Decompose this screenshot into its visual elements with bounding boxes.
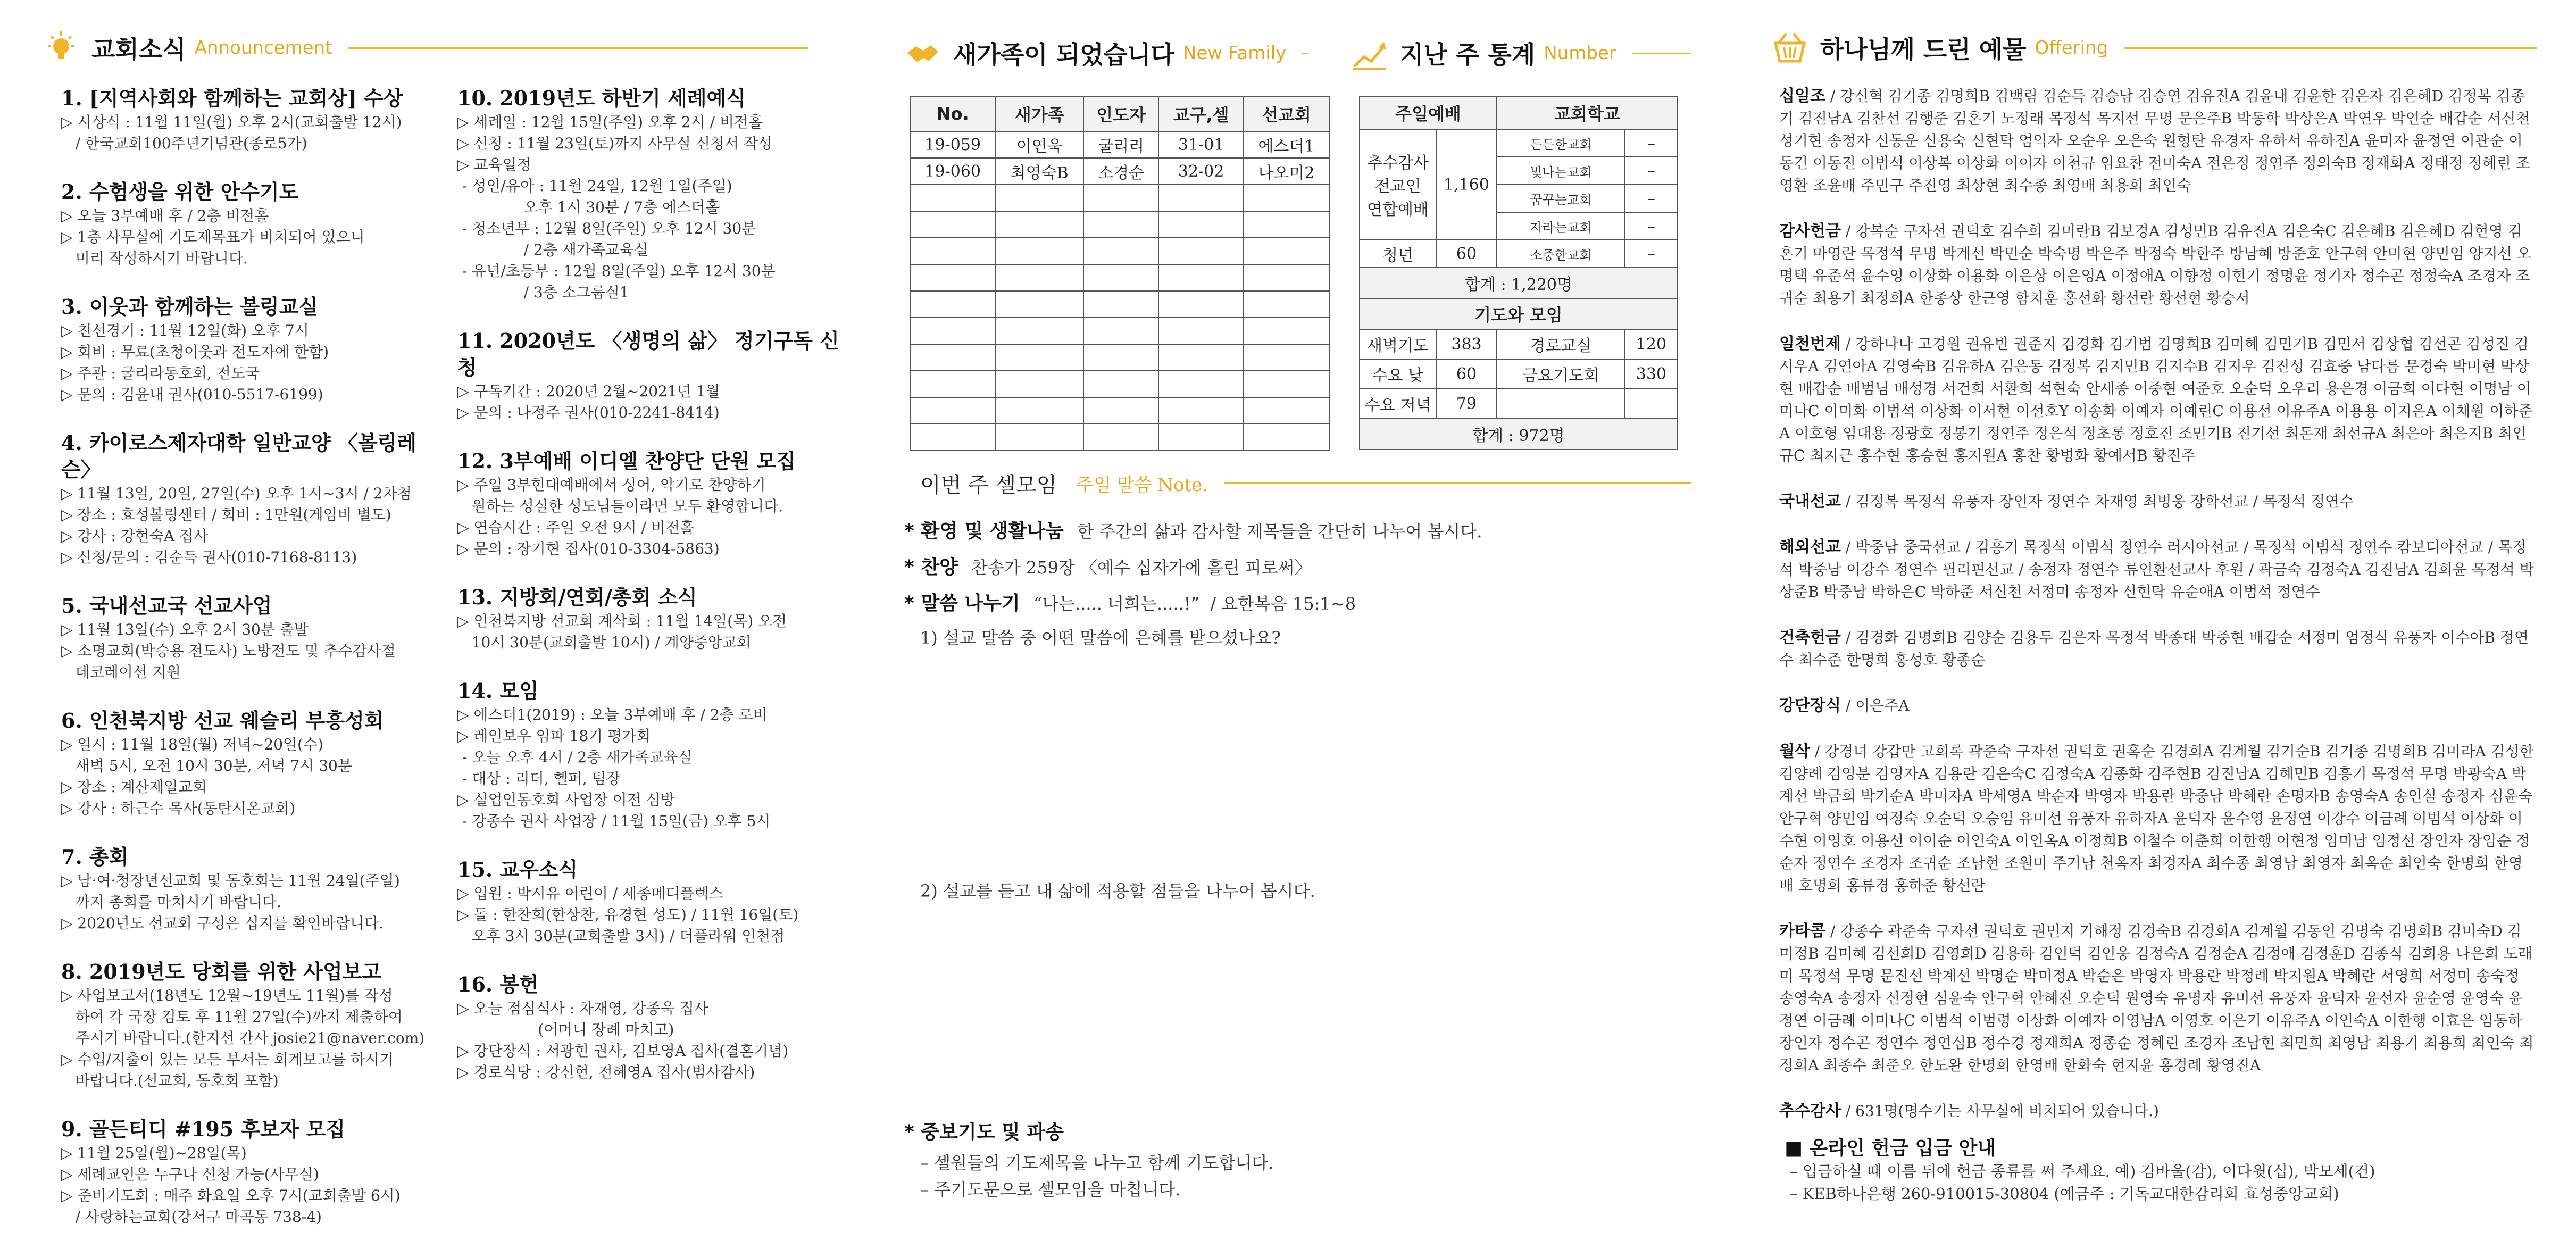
announcement-item-line: ▷ 신청 : 11월 23일(토)까지 사무실 신청서 작성 xyxy=(457,135,773,152)
announcement-item xyxy=(457,328,840,423)
stats-title-en: Number xyxy=(1544,43,1616,64)
header-rule xyxy=(1632,53,1691,54)
table-cell xyxy=(910,318,995,344)
table-cell: 굴리리 xyxy=(1083,131,1159,158)
table-cell xyxy=(1083,238,1159,264)
prayer-count: 330 xyxy=(1625,359,1678,389)
bullet-text: 한 주간의 삶과 감사할 제목들을 간단히 나누어 봅시다. xyxy=(1077,521,1482,542)
table-cell: 최영숙B xyxy=(995,158,1083,185)
announcement-item xyxy=(457,448,840,560)
offering-names: 이은주A xyxy=(1855,697,1910,714)
table-cell xyxy=(1158,344,1243,371)
announcement-item-line: ▷ 주관 : 굴리라동호회, 전도국 xyxy=(61,364,260,382)
stats-header xyxy=(1351,21,1691,85)
table-cell xyxy=(1244,344,1329,371)
table-cell xyxy=(1244,318,1329,344)
offering-block xyxy=(1779,220,2535,310)
school-name: 빛나는교회 xyxy=(1497,157,1625,185)
table-cell xyxy=(1244,291,1329,318)
announcement-item-line: ▷ 레인보우 임파 18기 평가회 xyxy=(457,727,651,745)
announcement-item-line: ▷ 문의 : 장기현 집사(010-3304-5863) xyxy=(457,540,720,557)
table-cell xyxy=(995,264,1083,291)
offering-category: 추수감사 xyxy=(1779,1102,1841,1120)
new-family-title: 새가족이 되었습니다 xyxy=(953,40,1174,69)
prayer-label: * 중보기도 및 파송 xyxy=(904,1121,1064,1143)
school-name: 자라는교회 xyxy=(1497,212,1625,240)
table-cell xyxy=(1244,371,1329,397)
prayer-section xyxy=(904,1117,1702,1203)
prayer-header: 기도와 모임 xyxy=(1360,298,1678,329)
offering-header xyxy=(1771,16,2537,80)
separator: / xyxy=(1840,493,1856,510)
lightbulb-icon xyxy=(43,29,80,66)
offering-category: 십일조 xyxy=(1779,87,1825,105)
table-cell xyxy=(910,424,995,451)
table-cell xyxy=(1083,344,1159,371)
table-header-cell: 새가족 xyxy=(995,96,1083,131)
announcement-item-title: 9. 골든티디 #195 후보자 모집 xyxy=(61,1117,346,1141)
table-cell xyxy=(910,291,995,318)
offering-names: 김경화 김명희B 김양순 김용두 김은자 목정석 박종대 박중현 배갑순 서정미 엄정식 유풍자 이수아B 정연수 최수준 한명희 홍성호 황종순 xyxy=(1779,629,2529,669)
header-rule xyxy=(1302,53,1308,54)
online-offering-info xyxy=(1785,1133,2545,1205)
worship-header: 주일예배 xyxy=(1360,96,1497,129)
announcement-item xyxy=(61,844,444,934)
school-count: – xyxy=(1625,157,1678,185)
offering-title: 하나님께 드린 예물 xyxy=(1820,35,2027,64)
announcement-item-line: ▷ 준비기도회 : 매주 화요일 오후 7시(교회출발 6시) xyxy=(61,1187,401,1204)
header-rule xyxy=(348,47,808,49)
announcement-item-line: 데코레이션 지원 xyxy=(61,663,181,681)
prayer-count: 383 xyxy=(1436,329,1497,359)
announcement-item-line: ▷ 실업인동호회 사업장 이전 심방 xyxy=(457,791,675,809)
prayer-label: 경로교실 xyxy=(1497,329,1625,359)
table-cell xyxy=(1083,264,1159,291)
table-row xyxy=(910,344,1329,371)
table-cell xyxy=(1158,397,1243,424)
online-title: ■ 온라인 헌금 입금 안내 xyxy=(1785,1137,1996,1159)
header-rule xyxy=(1224,482,1691,484)
announcement-item-title: 2. 수험생을 위한 안수기도 xyxy=(61,180,299,204)
table-cell xyxy=(1158,264,1243,291)
youth-count: 60 xyxy=(1436,240,1497,268)
offering-category: 일천번제 xyxy=(1779,335,1841,353)
announcement-item-title: 13. 지방회/연회/총회 소식 xyxy=(457,585,697,609)
announcement-item-line: - 오늘 오후 4시 / 2층 새가족교육실 xyxy=(457,748,693,766)
prayer-label: 새벽기도 xyxy=(1360,329,1436,359)
table-cell xyxy=(1083,424,1159,451)
bullet-text: 찬송가 259장 〈예수 십자가에 흘린 피로써〉 xyxy=(971,557,1312,578)
announcement-item-line: ▷ 연습시간 : 주일 오전 9시 / 비전홀 xyxy=(457,519,695,536)
table-cell xyxy=(1083,371,1159,397)
table-cell xyxy=(1083,291,1159,318)
table-cell xyxy=(995,424,1083,451)
table-cell xyxy=(1244,424,1329,451)
announcement-item-line: - 대상 : 리더, 헬퍼, 팀장 xyxy=(457,770,621,787)
offering-category: 카타콤 xyxy=(1779,922,1825,940)
announcement-item-title: 8. 2019년도 당회를 위한 사업보고 xyxy=(61,960,382,984)
announcement-item-line: ▷ 강사 : 강현숙A 집사 xyxy=(61,527,209,545)
table-cell: 19-059 xyxy=(910,131,995,158)
separator: / xyxy=(1840,1102,1856,1120)
table-cell xyxy=(1158,318,1243,344)
announcement-item-line: - 청소년부 : 12월 8일(주일) 오후 12시 30분 xyxy=(457,220,756,237)
announcement-item xyxy=(61,179,444,269)
table-cell: 이연욱 xyxy=(995,131,1083,158)
new-family-title-en: New Family xyxy=(1182,43,1287,64)
school-count: – xyxy=(1625,185,1678,212)
announcement-item-line: / 한국교회100주년기념관(종로5가) xyxy=(61,135,307,152)
announcement-item-line: 10시 30분(교회출발 10시) / 계양중앙교회 xyxy=(457,634,752,651)
announcement-item-line: ▷ 11월 13일(수) 오후 2시 30분 출발 xyxy=(61,621,309,638)
announcement-item-line: ▷ 인천북지방 선교회 계삭회 : 11월 14일(목) 오전 xyxy=(457,612,787,630)
announcement-item-title: 10. 2019년도 하반기 세례예식 xyxy=(457,86,746,110)
table-cell: 소경순 xyxy=(1083,158,1159,185)
announcement-item-line: - 성인/유아 : 11월 24일, 12월 1일(주일) xyxy=(457,177,732,195)
table-row xyxy=(910,397,1329,424)
offering-block xyxy=(1779,490,2535,513)
table-cell xyxy=(995,371,1083,397)
announcement-item xyxy=(61,294,444,405)
prayer-count: 79 xyxy=(1436,389,1497,419)
offering-names: 강복순 구자선 권덕호 김수희 김미란B 김보경A 김성민B 김유진A 김은숙C 김은혜B 김은혜D 김현영 김혼기 마영란 목정석 무명 박계선 박민순 박숙명 박은주 박정숙 박한주 방남혜 방준호 안구혁 안미현 양민임 양지선 오명택 유준석 윤수영 이상화 이용화 이은상 이은영A 이정애A 이향정 이현기 정명윤 정기자 정수곤 정정숙A 조경자 조귀순 최용기 최정희A 한종상 한근영 함치훈 홍선화 황선란 황선현 황승서 xyxy=(1779,222,2531,307)
separator: / xyxy=(1840,538,1856,556)
announcement-title: 교회소식 xyxy=(91,35,186,64)
cell-bullet xyxy=(904,588,1702,617)
announcement-item-line: ▷ 경로식당 : 강신현, 전혜영A 집사(범사감사) xyxy=(457,1063,755,1081)
table-row xyxy=(910,318,1329,344)
table-cell xyxy=(995,185,1083,211)
service-label: 추수감사 전교인 연합예배 xyxy=(1360,129,1436,240)
offering-category: 월삭 xyxy=(1779,742,1810,761)
announcement-item-line: ▷ 2020년도 선교회 구성은 십지를 확인바랍니다. xyxy=(61,914,384,932)
offering-block xyxy=(1779,536,2535,603)
offering-category: 건축헌금 xyxy=(1779,628,1841,647)
table-cell xyxy=(910,238,995,264)
table-cell xyxy=(995,344,1083,371)
announcement-item xyxy=(61,430,444,568)
announcement-item-title: 4. 카이로스제자대학 일반교양 〈볼링레슨〉 xyxy=(61,431,416,481)
offering-list xyxy=(1779,85,2535,1146)
separator: / xyxy=(1840,697,1856,714)
table-cell: 나오미2 xyxy=(1244,158,1329,185)
announcement-item-line: ▷ 문의 : 나정주 권사(010-2241-8414) xyxy=(457,404,720,421)
announcement-item-line: ▷ 장소 : 계산제일교회 xyxy=(61,778,207,796)
table-cell xyxy=(1244,238,1329,264)
announcement-item-line: 오후 1시 30분 / 7층 에스더홀 xyxy=(457,198,720,216)
announcement-item xyxy=(61,1116,444,1228)
table-row xyxy=(910,371,1329,397)
table-row xyxy=(910,158,1329,185)
handshake-icon xyxy=(904,35,941,72)
table-cell xyxy=(1083,397,1159,424)
bullet-label: * 환영 및 생활나눔 xyxy=(904,520,1064,542)
total-row: 합계 : 1,220명 xyxy=(1360,268,1678,298)
bullet-text: “나는..... 너희는.....!” / 요한복음 15:1~8 xyxy=(1033,594,1356,614)
separator: / xyxy=(1840,629,1856,646)
new-family-table xyxy=(910,96,1330,451)
announcement-item-line: ▷ 장소 : 효성볼링센터 / 회비 : 1만원(게임비 별도) xyxy=(61,506,391,523)
announcement-list-left xyxy=(61,85,444,1252)
table-cell xyxy=(1244,397,1329,424)
table-cell xyxy=(1158,371,1243,397)
announcement-item-line: ▷ 입원 : 박시유 어린이 / 세종메디플렉스 xyxy=(457,885,723,902)
prayer-count xyxy=(1625,389,1678,419)
youth-label: 청년 xyxy=(1360,240,1436,268)
announcement-item-line: 미리 작성하시기 바랍니다. xyxy=(61,249,248,267)
table-row xyxy=(910,185,1329,211)
announcement-item xyxy=(457,971,840,1083)
cell-bullets xyxy=(904,516,1702,651)
announcement-item-line: 새벽 5시, 오전 10시 30분, 저녁 7시 30분 xyxy=(61,757,352,775)
school-header: 교회학교 xyxy=(1497,96,1678,129)
announcement-item-title: 15. 교우소식 xyxy=(457,858,578,881)
online-line: – 입금하실 때 이름 뒤에 헌금 종류를 써 주세요. 예) 김바울(감), 이다윗(십), 박모세(건) xyxy=(1790,1162,2375,1180)
announcement-item-line: ▷ 강사 : 하근수 목사(동탄시온교회) xyxy=(61,800,296,817)
announcement-item-line: 하여 각 국장 검토 후 11월 27일(수)까지 제출하여 xyxy=(61,1008,403,1026)
table-cell xyxy=(910,264,995,291)
table-row xyxy=(910,211,1329,238)
table-cell: 19-060 xyxy=(910,158,995,185)
announcement-item xyxy=(61,593,444,683)
announcement-item-line: 오후 3시 30분(교회출발 3시) / 더플라워 인천점 xyxy=(457,927,785,945)
announcement-item-title: 7. 총회 xyxy=(61,845,129,869)
cell-subtitle: 주일 말씀 Note. xyxy=(1076,475,1208,496)
table-cell xyxy=(1158,424,1243,451)
stats-title: 지난 주 통계 xyxy=(1400,40,1536,69)
total-row: 합계 : 972명 xyxy=(1360,419,1678,449)
table-header-cell: 교구,셀 xyxy=(1158,96,1243,131)
stats-table xyxy=(1359,96,1678,450)
prayer-line: – 셀원들의 기도제목을 나누고 함께 기도합니다. xyxy=(920,1153,1274,1173)
announcement-item-title: 11. 2020년도 〈생명의 삶〉 정기구독 신청 xyxy=(457,329,839,379)
online-line: – KEB하나은행 260-910015-30804 (예금주 : 기독교대한감리회 효성중앙교회) xyxy=(1790,1185,2339,1203)
announcement-item-line: / 3층 소그룹실1 xyxy=(457,284,629,301)
announcement-item-line: ▷ 일시 : 11월 18일(월) 저녁~20일(수) xyxy=(61,736,323,753)
table-cell xyxy=(1158,291,1243,318)
announcement-item-line: ▷ 문의 : 김윤내 권사(010-5517-6199) xyxy=(61,386,323,403)
announcement-item-line: ▷ 오늘 점심식사 : 차재영, 강종욱 집사 xyxy=(457,1000,708,1017)
announcement-title-en: Announcement xyxy=(194,37,332,59)
announcement-item xyxy=(457,678,840,832)
announcement-item xyxy=(457,856,840,947)
prayer-line: – 주기도문으로 셀모임을 마칩니다. xyxy=(920,1179,1181,1200)
offering-block xyxy=(1779,85,2535,197)
offering-block xyxy=(1779,920,2535,1077)
table-row xyxy=(910,131,1329,158)
school-name: 꿈꾸는교회 xyxy=(1497,185,1625,212)
announcement-item-line: ▷ 교육일정 xyxy=(457,156,531,173)
announcement-item-line: - 유년/초등부 : 12월 8일(주일) 오후 12시 30분 xyxy=(457,262,776,280)
announcement-item-line: ▷ 소명교회(박승용 전도사) 노방전도 및 추수감사절 xyxy=(61,642,396,660)
announcement-item-line: / 사랑하는교회(강서구 마곡동 738-4) xyxy=(61,1208,322,1226)
announcement-item-line: (어머니 장례 마치고) xyxy=(457,1021,674,1038)
school-count: – xyxy=(1625,129,1678,157)
announcement-item-title: 12. 3부예배 이디엘 찬양단 단원 모집 xyxy=(457,449,796,473)
prayer-label: 수요 저녁 xyxy=(1360,389,1436,419)
table-cell xyxy=(1244,211,1329,238)
offering-category: 감사헌금 xyxy=(1779,222,1841,240)
offering-names: 김정복 목정석 유풍자 장인자 정연수 차재영 최병웅 장학선교 / 목정석 정연수 xyxy=(1855,493,2354,510)
announcement-item xyxy=(61,85,444,154)
offering-names: 강종수 곽준숙 구자선 권덕호 권민지 기해정 김경숙B 김경희A 김계월 김동인 김명숙 김명희B 김미숙D 김미정B 김미혜 김선희D 김영희D 김용하 김인덕 김인웅 김정숙A 김정순A 김정애 김정훈D 김종식 김희용 나은희 도래미 목정석 무명 문진선 박계선 박명순 박미정A 박순은 박영자 박용란 박정례 박지원A 박혜란 서영희 서정미 송숙정 송영숙A 송정자 신정현 심윤숙 안구혁 안혜진 오순덕 원영숙 유명자 유미선 유풍자 윤덕자 윤선자 윤순영 윤영숙 윤정연 이금례 이미나C 이범석 이범령 이상화 이예자 이영남A 이영호 이은기 이유주A 이인숙A 이한행 이효은 임동하 장인자 정수곤 정연수 정연심B 정수경 정재희A 정종순 정혜린 조경자 조남현 최민희 최영남 최용기 최용희 최인숙 최정희A 최종수 최준오 한도완 한명희 한영배 한화숙 현지윤 홍경례 황영진A xyxy=(1779,922,2534,1074)
separator: / xyxy=(1810,743,1825,760)
announcement-item xyxy=(61,959,444,1092)
announcement-item-line: ▷ 구독기간 : 2020년 2월~2021년 1월 xyxy=(457,382,720,400)
announcement-item-line: ▷ 시상식 : 11월 11일(월) 오후 2시(교회출발 12시) xyxy=(61,113,402,131)
table-cell xyxy=(910,211,995,238)
table-cell xyxy=(910,185,995,211)
offering-category: 강단장식 xyxy=(1779,696,1841,715)
prayer-label xyxy=(1497,389,1625,419)
announcement-item-line: ▷ 세례일 : 12월 15일(주일) 오후 2시 / 비전홀 xyxy=(457,113,763,131)
table-row xyxy=(910,264,1329,291)
cell-title: 이번 주 셀모임 xyxy=(920,473,1057,497)
announcement-item xyxy=(61,707,444,819)
table-cell xyxy=(1083,318,1159,344)
announcement-item-line: 원하는 성실한 성도님들이라면 모두 환영합니다. xyxy=(457,497,783,515)
announcement-item-line: ▷ 1층 사무실에 기도제목표가 비치되어 있으니 xyxy=(61,228,365,246)
announcement-list-right xyxy=(457,85,840,1108)
prayer-label: 수요 낮 xyxy=(1360,359,1436,389)
table-cell xyxy=(1158,238,1243,264)
offering-names: 강경녀 강갑만 고희록 곽준숙 구자선 권덕호 권혹순 김경희A 김계월 김기순B 김기종 김명희B 김미라A 김성한 김양례 김영분 김영자A 김용란 김은숙C 김정숙A 김종화 김주현B 김진남A 김혜민B 김흥기 목정석 무명 박광숙A 박계선 박금희 박기순A 박미자A 박세영A 박순자 박영자 박용란 박중남 박혜란 손명자B 송영숙A 송인실 송정자 심윤숙 안구혁 양민임 여정숙 오순덕 오승임 유미선 유풍자 유하자A 윤덕자 윤수영 윤정연 이강수 이금례 이범석 이상화 이수현 이영호 이용선 이이순 이인숙A 이인옥A 이정희B 이철수 이춘희 이한행 이현정 임미남 임정선 장인자 장임순 정순자 정연수 조경자 조귀순 조남현 조원미 주기남 천옥자 최경자A 최수종 최영남 최영자 최옥순 최인숙 한명희 한영배 호명희 홍류경 홍하준 황선란 xyxy=(1779,743,2534,894)
announcement-item-line: ▷ 오늘 3부예배 후 / 2층 비전홀 xyxy=(61,207,269,224)
offering-names: 631명(명수기는 사무실에 비치되어 있습니다.) xyxy=(1855,1102,2159,1120)
announcement-item-title: 14. 모임 xyxy=(457,679,539,703)
table-cell xyxy=(1244,264,1329,291)
announcement-item-line: ▷ 친선경기 : 11월 12일(화) 오후 7시 xyxy=(61,322,309,339)
table-cell xyxy=(1158,211,1243,238)
table-header-row xyxy=(910,96,1329,131)
table-cell xyxy=(1244,185,1329,211)
table-cell: 32-02 xyxy=(1158,158,1243,185)
separator: / xyxy=(1825,922,1840,940)
table-cell xyxy=(995,238,1083,264)
separator: / xyxy=(1840,222,1856,240)
table-cell: 에스더1 xyxy=(1244,131,1329,158)
question-1: 1) 설교 말씀 중 어떤 말씀에 은혜를 받으셨나요? xyxy=(920,628,1281,648)
offering-names: 강신혁 김기종 김명희B 김백림 김순득 김승남 김승연 김유진A 김윤내 김윤한 김은자 김은혜D 김정복 김종기 김진남A 김찬선 김행준 김혼기 노정래 목정석 목지선 무명 문은주B 박동학 박상은A 박연우 박인순 배갑순 서신천 성기현 송정자 신동운 신용숙 신현탁 엄익자 오순우 오은숙 원형탄 유경자 유하서 유하진A 윤미자 윤정연 이관순 이동건 이동진 이범석 이상복 이상화 이이자 이천규 임요찬 전미숙A 전은정 정연주 정의숙B 정재화A 정태정 정혜린 조영환 조윤배 주민구 주진영 최상현 최수종 최영배 최용희 최인숙 xyxy=(1779,87,2530,194)
announcement-item-line: ▷ 에스더1(2019) : 오늘 3부예배 후 / 2층 로비 xyxy=(457,706,768,723)
cell-bullet xyxy=(904,552,1702,581)
service-count: 1,160 xyxy=(1436,129,1497,240)
table-row xyxy=(910,291,1329,318)
offering-block xyxy=(1779,627,2535,671)
separator: / xyxy=(1825,87,1840,105)
gift-basket-icon xyxy=(1771,29,1808,66)
announcement-item xyxy=(457,85,840,303)
cell-bullet xyxy=(904,516,1702,545)
offering-block xyxy=(1779,1100,2535,1122)
table-cell: 31-01 xyxy=(1158,131,1243,158)
announcement-item xyxy=(457,584,840,653)
announcement-item-line: ▷ 주일 3부현대예배에서 싱어, 악기로 찬양하기 xyxy=(457,476,766,494)
prayer-count: 60 xyxy=(1436,359,1497,389)
table-cell xyxy=(995,211,1083,238)
table-header-cell: No. xyxy=(910,96,995,131)
announcement-header xyxy=(43,16,808,80)
new-family-header xyxy=(904,21,1308,85)
offering-block xyxy=(1779,695,2535,717)
header-rule xyxy=(2124,47,2537,49)
school-name: 든든한교회 xyxy=(1497,129,1625,157)
table-cell xyxy=(1083,185,1159,211)
table-header-cell: 선교회 xyxy=(1244,96,1329,131)
table-cell xyxy=(995,397,1083,424)
table-cell xyxy=(1083,211,1159,238)
table-row xyxy=(910,424,1329,451)
announcement-item-line: ▷ 수입/지출이 있는 모든 부서는 회계보고를 하시기 xyxy=(61,1051,394,1068)
prayer-count: 120 xyxy=(1625,329,1678,359)
announcement-item-line: ▷ 신청/문의 : 김순득 권사(010-7168-8113) xyxy=(61,548,357,566)
announcement-item-title: 5. 국내선교국 선교사업 xyxy=(61,594,272,618)
announcement-item-line: 바랍니다.(선교회, 동호회 포함) xyxy=(61,1072,279,1089)
table-header-cell: 인도자 xyxy=(1083,96,1159,131)
school-name: 소중한교회 xyxy=(1497,240,1625,268)
school-count: – xyxy=(1625,212,1678,240)
offering-category: 해외선교 xyxy=(1779,538,1841,556)
announcement-item-line: / 2층 새가족교육실 xyxy=(457,241,648,259)
announcement-item-line: ▷ 11월 25일(월)~28일(목) xyxy=(61,1144,247,1162)
chart-icon xyxy=(1351,35,1388,72)
offering-block xyxy=(1779,333,2535,467)
separator: / xyxy=(1840,335,1856,353)
table-cell xyxy=(995,291,1083,318)
announcement-item-title: 16. 봉헌 xyxy=(457,972,539,996)
offering-title-en: Offering xyxy=(2035,37,2108,59)
announcement-item-line: ▷ 사업보고서(18년도 12월~19년도 11월)를 작성 xyxy=(61,987,393,1004)
table-cell xyxy=(910,371,995,397)
bullet-label: * 찬양 xyxy=(904,556,958,578)
cell-header xyxy=(920,468,1691,498)
question-2: 2) 설교를 듣고 내 삶에 적용할 점들을 나누어 봅시다. xyxy=(920,881,1315,901)
announcement-item-title: 3. 이웃과 함께하는 볼링교실 xyxy=(61,295,319,319)
table-cell xyxy=(1158,185,1243,211)
offering-names: 박중남 중국선교 / 김흥기 목정석 이범석 정연수 러시아선교 / 목정석 이범석 정연수 캄보디아선교 / 목정석 박중남 이강수 정연수 필리핀선교 / 송정자 정연수 류인환선교사 후원 / 곽금숙 김정숙A 김진남A 김희윤 목정석 박상준B 박중남 박하은C 박하준 서신천 서정미 송정자 신현탁 유순애A 이범석 정연수 xyxy=(1779,538,2534,601)
announcement-item-line: ▷ 남·여·청장년선교회 및 동호회는 11월 24일(주일) xyxy=(61,872,400,889)
announcement-item-line: ▷ 돌 : 한찬희(한상찬, 유경현 성도) / 11월 16일(토) xyxy=(457,906,799,923)
announcement-item-title: 1. [지역사회와 함께하는 교회상] 수상 xyxy=(61,86,403,110)
announcement-item-line: ▷ 세례교인은 누구나 신청 가능(사무실) xyxy=(61,1166,319,1183)
bullet-label: * 말씀 나누기 xyxy=(904,593,1020,614)
offering-names: 강하나나 고경원 권유빈 권준지 김경화 김기범 김명희B 김미혜 김민기B 김민서 김상협 김선곤 김성진 김시우A 김연아A 김영숙B 김유하A 김은동 김정복 김지민B 김지수B 김지우 김진성 김효중 남다름 문경숙 박미현 박상현 배갑순 배범님 배성경 서건희 서환희 석현숙 안세종 어중현 여준호 오순덕 오우리 용은경 이금희 이다현 이명남 이미나C 이미화 이범석 이상화 이서현 이선호Y 이송화 이예자 이예린C 이용선 이유주A 이용용 이지은A 이채원 이하준A 이호형 임대용 정광호 정봉기 정연주 정은석 정초롱 정호진 조민기B 진기선 최돈재 최선규A 최은아 최은지B 최인규C 최지근 홍수현 홍승현 홍지원A 홍찬 황병화 황예서B 황진주 xyxy=(1779,335,2533,464)
school-count: – xyxy=(1625,240,1678,268)
announcement-item-line: ▷ 11월 13일, 20일, 27일(수) 오후 1시~3시 / 2차첨 xyxy=(61,485,412,502)
table-cell xyxy=(995,318,1083,344)
announcement-item-line: - 강종수 권사 사업장 / 11월 15일(금) 오후 5시 xyxy=(457,812,771,830)
announcement-item-title: 6. 인천북지방 선교 웨슬리 부흥성회 xyxy=(61,709,384,732)
prayer-label: 금요기도회 xyxy=(1497,359,1625,389)
table-cell xyxy=(910,397,995,424)
offering-block xyxy=(1779,740,2535,897)
announcement-item-line: 주시기 바랍니다.(한지선 간사 josie21@naver.com) xyxy=(61,1029,425,1047)
offering-category: 국내선교 xyxy=(1779,492,1841,511)
announcement-item-line: ▷ 회비 : 무료(초청이웃과 전도자에 한함) xyxy=(61,343,329,361)
table-cell xyxy=(910,344,995,371)
table-row xyxy=(910,238,1329,264)
announcement-item-line: ▷ 강단장식 : 서광현 권사, 김보영A 집사(결혼기념) xyxy=(457,1042,789,1060)
announcement-item-line: 까지 총회를 마치시기 바랍니다. xyxy=(61,893,281,911)
